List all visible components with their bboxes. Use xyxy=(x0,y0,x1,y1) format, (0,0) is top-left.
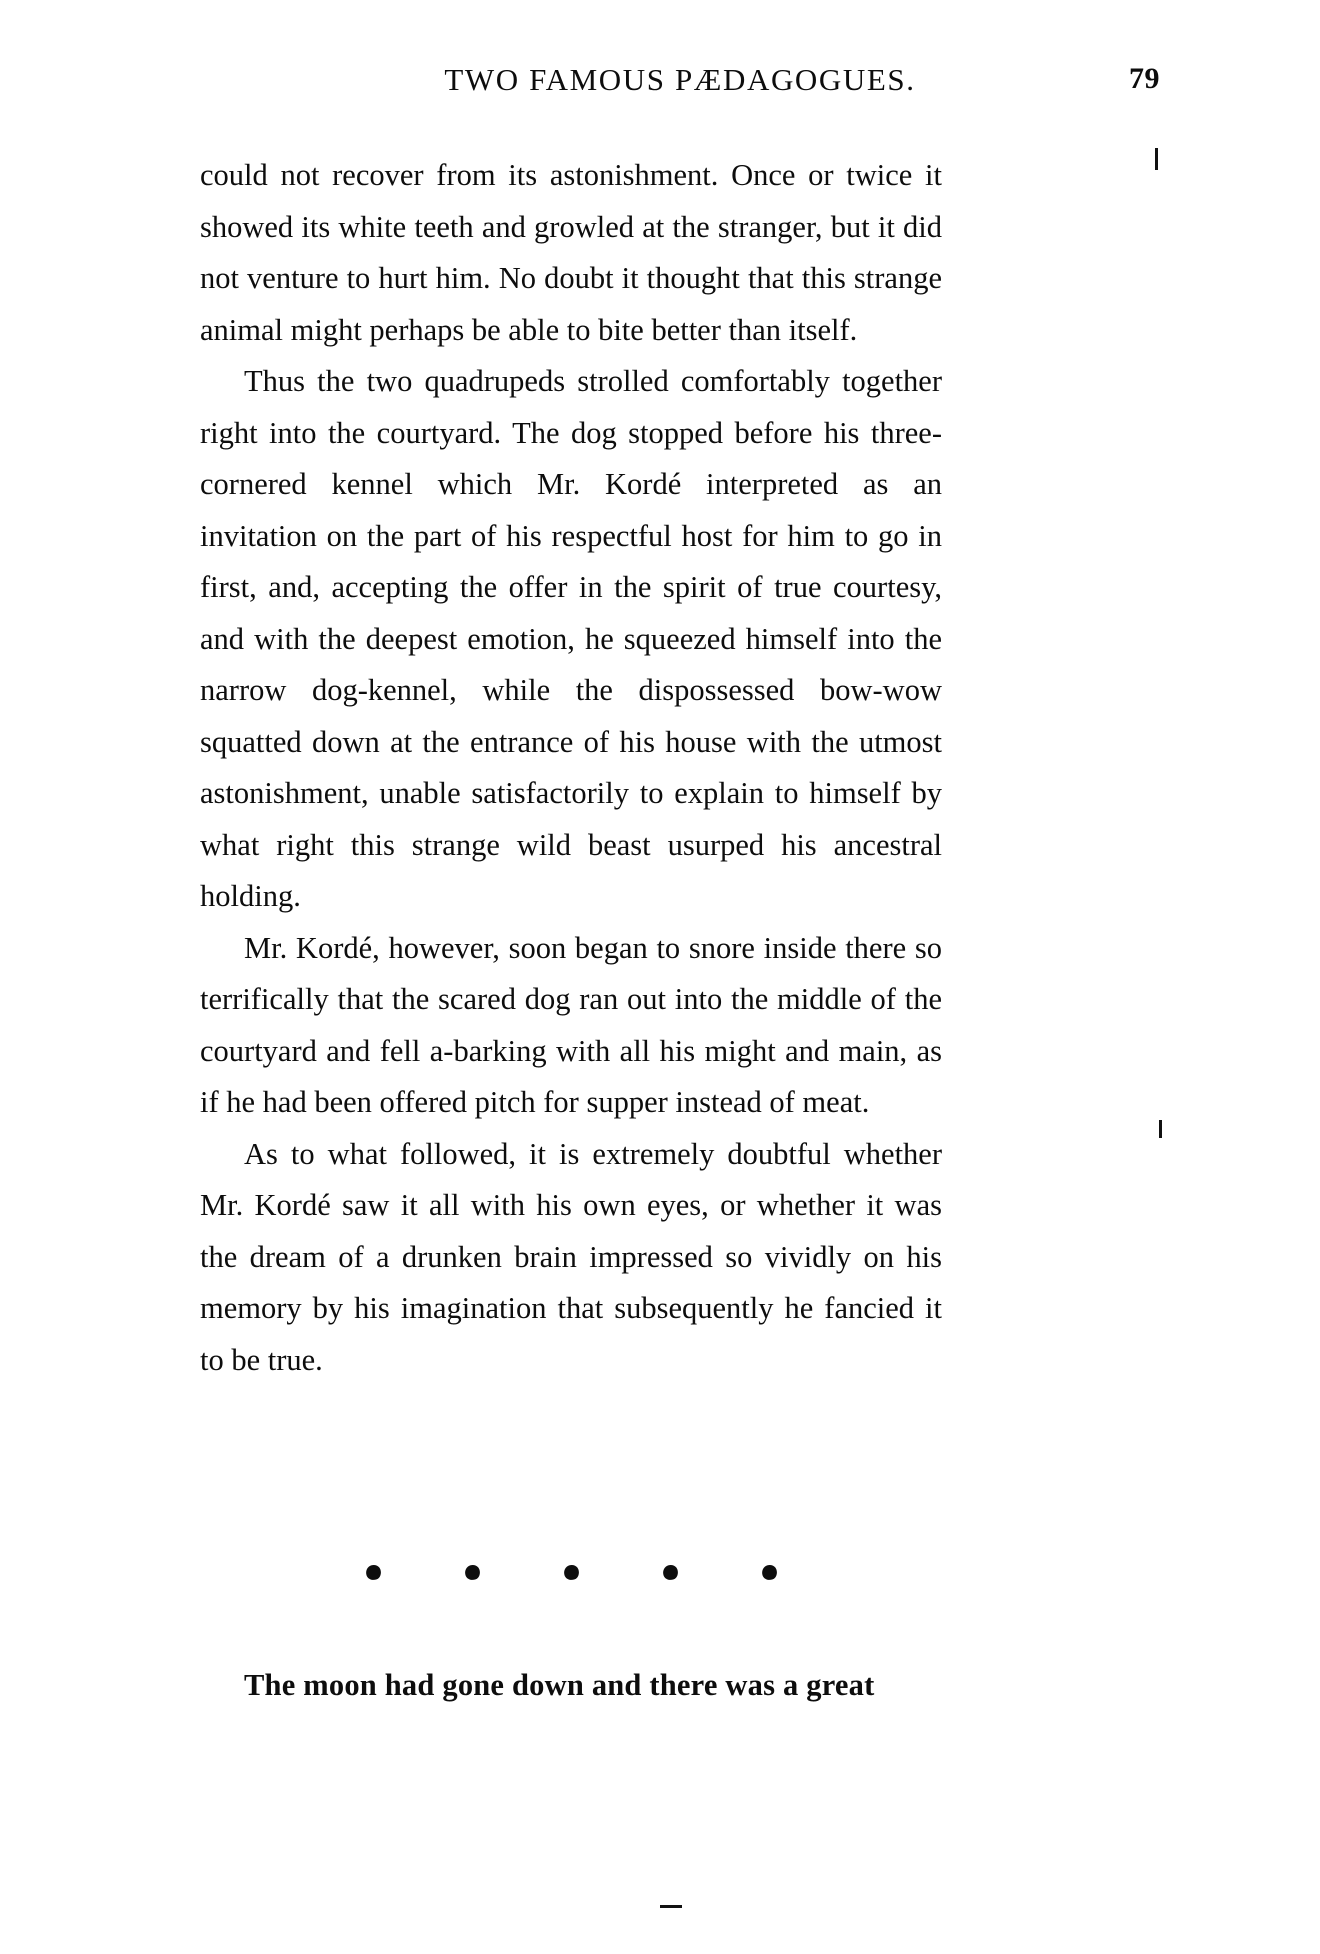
divider-dot-icon xyxy=(661,1563,680,1582)
page-edge-mark xyxy=(660,1905,682,1908)
closing-paragraph: The moon had gone down and there was a great xyxy=(244,1668,875,1702)
paragraph-4: As to what followed, it is extremely doubtful whether Mr. Kordé saw it all with his own eyes, or whether it was the dream of a drunken brain impressed so vividly on his memory by his imagination that subsequently he fancied it to be true. xyxy=(200,1136,942,1377)
divider-dot-icon xyxy=(760,1563,779,1582)
section-divider-ornament xyxy=(200,1565,942,1580)
page-number: 79 xyxy=(1129,62,1160,95)
divider-dot-icon xyxy=(562,1563,581,1582)
divider-dot-icon xyxy=(463,1563,482,1582)
paragraph-3: Mr. Kordé, however, soon began to snore inside there so terrifically that the scared dog ran out into the middle of the courtyard and fell a-barking with all his might and main, as if he had been offered pitch for supper instead of meat. xyxy=(200,930,942,1119)
paragraph-1: could not recover from its astonishment. Once or twice it showed its white teeth and growled at the stranger, but it did not venture to hurt him. No doubt it thought that this strange animal might perhaps be able to bite better than itself. xyxy=(200,158,942,347)
page-header xyxy=(200,62,1160,98)
page-edge-mark xyxy=(1155,148,1158,170)
running-title: TWO FAMOUS PÆDAGOGUES. xyxy=(444,62,916,97)
page-edge-mark xyxy=(1159,1120,1162,1138)
divider-dot-icon xyxy=(364,1563,383,1582)
paragraph-2: Thus the two quadrupeds strolled comfortably together right into the courtyard. The dog stopped before his three-cornered kennel which Mr. Kordé interpreted as an invitation on the part of his respectful host for him to go in first, and, accepting the offer in the spirit of true courtesy, and with the deepest emotion, he squeezed himself into the narrow dog-kennel, while the dispossessed bow-wow squatted down at the entrance of his house with the utmost astonishment, unable satisfactorily to explain to himself by what right this strange wild beast usurped his ancestral holding. xyxy=(200,364,942,913)
body-text xyxy=(200,150,942,1386)
